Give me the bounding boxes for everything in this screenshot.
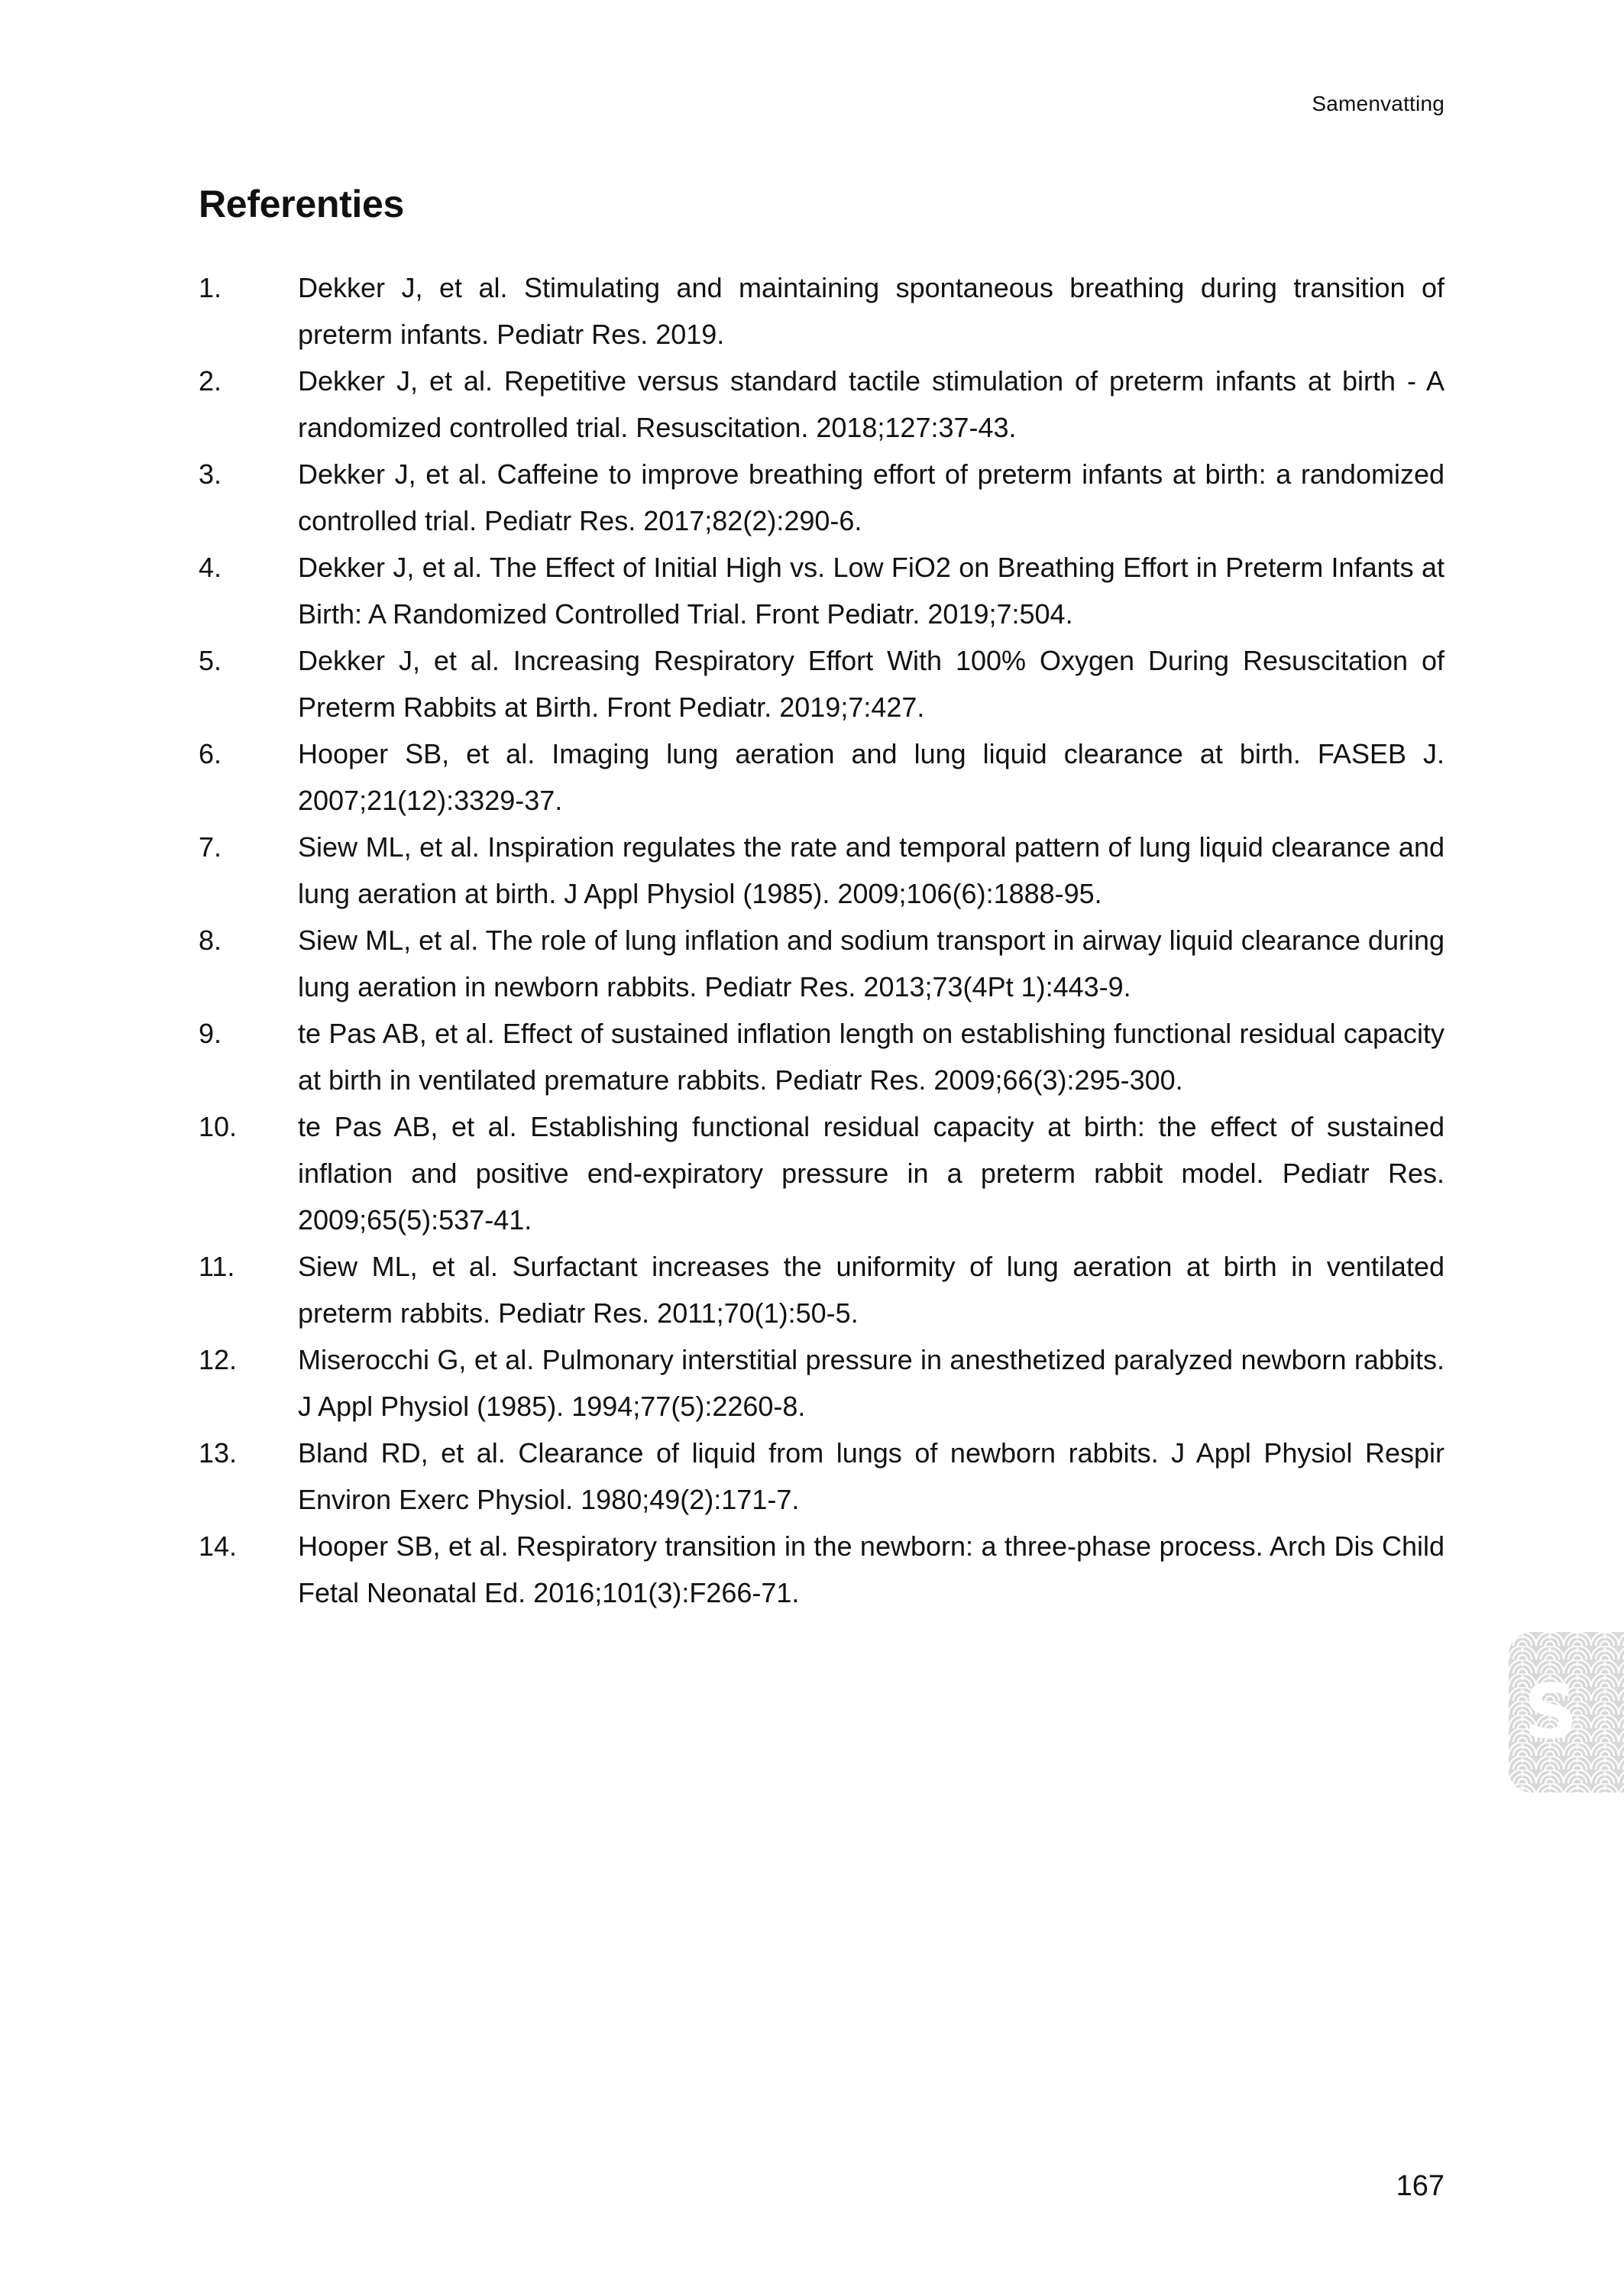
reference-item (199, 917, 1444, 1010)
reference-number: 13. (199, 1437, 238, 1469)
reference-item (199, 1010, 1444, 1103)
page-number: 167 (1396, 2170, 1444, 2202)
reference-item (199, 1243, 1444, 1336)
reference-item (199, 358, 1444, 451)
section-thumb-tab (1509, 1632, 1624, 1793)
reference-number: 14. (199, 1530, 238, 1562)
reference-text: Miserocchi G, et al. Pulmonary interstitial pressure in anesthetized paralyzed newborn rabbits. J Appl Physiol (1985). 1994;77(5):2260-8. (298, 1344, 1444, 1422)
reference-text: Dekker J, et al. The Effect of Initial High vs. Low FiO2 on Breathing Effort in Preterm Infants at Birth: A Randomized Controlled Trial. Front Pediatr. 2019;7:504. (298, 552, 1444, 630)
reference-text: Siew ML, et al. The role of lung inflation and sodium transport in airway liquid clearance during lung aeration in newborn rabbits. Pediatr Res. 2013;73(4Pt 1):443-9. (298, 925, 1444, 1002)
reference-number: 11. (199, 1251, 235, 1282)
reference-number: 4. (199, 552, 222, 583)
reference-number: 9. (199, 1018, 222, 1049)
tab-letter: S (1523, 1669, 1578, 1756)
reference-number: 6. (199, 738, 222, 769)
reference-number: 5. (199, 645, 222, 676)
reference-text: Hooper SB, et al. Imaging lung aeration and lung liquid clearance at birth. FASEB J. 2007;21(12):3329-37. (298, 738, 1444, 816)
reference-text: Dekker J, et al. Caffeine to improve breathing effort of preterm infants at birth: a randomized controlled trial. Pediatr Res. 2017;82(2):290-6. (298, 458, 1444, 536)
reference-text: Dekker J, et al. Stimulating and maintaining spontaneous breathing during transition of preterm infants. Pediatr Res. 2019. (298, 272, 1444, 350)
reference-item (199, 1336, 1444, 1430)
reference-text: Bland RD, et al. Clearance of liquid from lungs of newborn rabbits. J Appl Physiol Respir Environ Exerc Physiol. 1980;49(2):171-7. (298, 1437, 1444, 1515)
reference-item (199, 824, 1444, 917)
reference-text: te Pas AB, et al. Establishing functional residual capacity at birth: the effect of sustained inflation and positive end-expiratory pressure in a preterm rabbit model. Pediatr Res. 2009;65(5):537-41. (298, 1111, 1444, 1236)
reference-text: Siew ML, et al. Inspiration regulates the rate and temporal pattern of lung liquid clearance and lung aeration at birth. J Appl Physiol (1985). 2009;106(6):1888-95. (298, 831, 1444, 909)
reference-text: te Pas AB, et al. Effect of sustained inflation length on establishing functional residual capacity at birth in ventilated premature rabbits. Pediatr Res. 2009;66(3):295-300. (298, 1018, 1444, 1096)
reference-text: Hooper SB, et al. Respiratory transition in the newborn: a three-phase process. Arch Dis Child Fetal Neonatal Ed. 2016;101(3):F266-71. (298, 1530, 1444, 1608)
reference-number: 10. (199, 1111, 238, 1142)
reference-item (199, 264, 1444, 358)
reference-item (199, 730, 1444, 824)
reference-number: 12. (199, 1344, 238, 1375)
reference-text: Dekker J, et al. Increasing Respiratory Effort With 100% Oxygen During Resuscitation of Preterm Rabbits at Birth. Front Pediatr. 2019;7:427. (298, 645, 1444, 723)
reference-text: Siew ML, et al. Surfactant increases the uniformity of lung aeration at birth in ventilated preterm rabbits. Pediatr Res. 2011;70(1):50-5. (298, 1251, 1444, 1329)
running-header: Samenvatting (1312, 92, 1444, 115)
reference-text: Dekker J, et al. Repetitive versus standard tactile stimulation of preterm infants at birth - A randomized controlled trial. Resuscitation. 2018;127:37-43. (298, 365, 1444, 443)
reference-number: 8. (199, 925, 222, 956)
reference-item (199, 1103, 1444, 1243)
reference-item (199, 637, 1444, 730)
reference-number: 3. (199, 458, 222, 490)
section-title: Referenties (199, 183, 405, 225)
reference-number: 2. (199, 365, 222, 397)
reference-number: 1. (199, 272, 222, 303)
reference-item (199, 1523, 1444, 1616)
reference-item (199, 544, 1444, 637)
reference-number: 7. (199, 831, 222, 863)
reference-list (199, 264, 1444, 1616)
reference-item (199, 1430, 1444, 1523)
reference-item (199, 451, 1444, 544)
